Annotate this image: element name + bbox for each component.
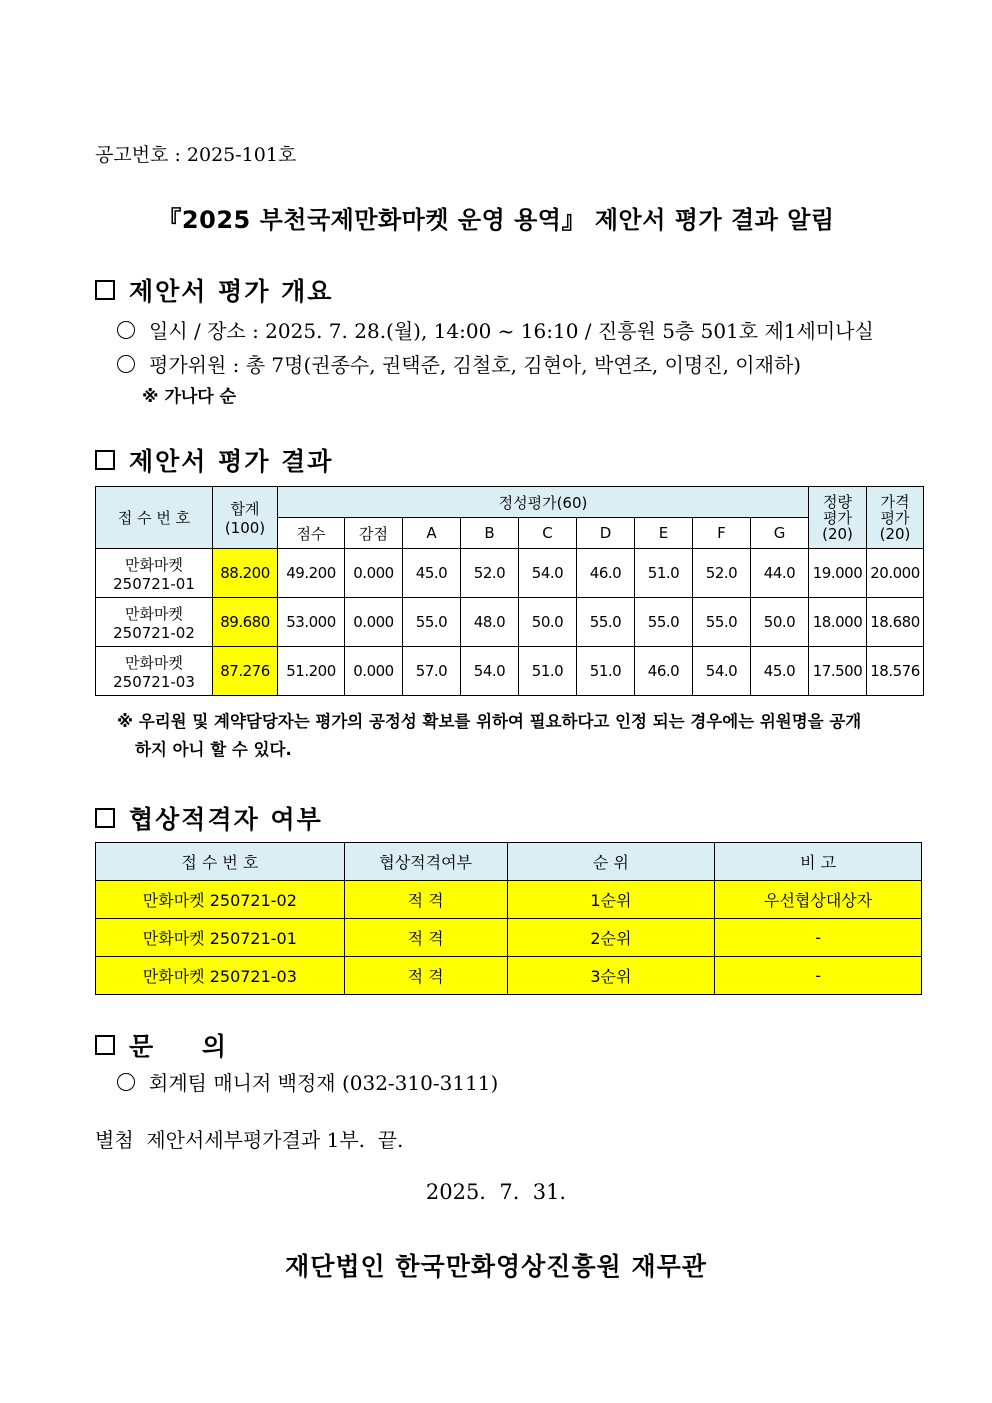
remark-cell: -: [715, 957, 922, 995]
eval-b-cell: 48.0: [461, 598, 519, 647]
remark-cell: 우선협상대상자: [715, 881, 922, 919]
receipt-id: 250721-01: [113, 574, 195, 593]
circle-bullet-icon: [117, 355, 135, 373]
receipt-cell: [96, 598, 213, 647]
disclosure-note-line2: 하지 아니 할 수 있다.: [135, 740, 292, 759]
deduction-cell: 0.000: [345, 549, 403, 598]
eval-e-cell: 51.0: [635, 549, 693, 598]
col-header-remark: 비 고: [715, 843, 922, 881]
eval-c-cell: 51.0: [519, 647, 577, 696]
receipt-cell: 만화마켓 250721-01: [96, 919, 345, 957]
document-date: 2025. 7. 31.: [425, 1180, 567, 1204]
col-header-a: A: [403, 518, 461, 549]
eval-f-cell: 52.0: [693, 549, 751, 598]
date-place-item: [117, 315, 874, 344]
evaluators-text: 평가위원 : 총 7명(권종수, 권택준, 김철호, 김현아, 박연조, 이명진, 이재하): [149, 353, 802, 377]
eval-e-cell: 46.0: [635, 647, 693, 696]
price-cell: 18.576: [867, 647, 924, 696]
checkbox-square-icon: [95, 280, 115, 300]
eval-d-cell: 55.0: [577, 598, 635, 647]
eval-b-cell: 54.0: [461, 647, 519, 696]
order-note: ※ 가나다 순: [142, 387, 237, 407]
contact-text: 회계팀 매니저 백정재 (032-310-3111): [149, 1071, 499, 1095]
col-header-quantitative: [809, 487, 867, 549]
quant-cell: 19.000: [809, 549, 867, 598]
section-negotiation-title: 협상적격자 여부: [129, 805, 323, 834]
eval-g-cell: 50.0: [751, 598, 809, 647]
evaluators-item: [117, 349, 801, 378]
receipt-cell: 만화마켓 250721-03: [96, 957, 345, 995]
quant-cell: 17.500: [809, 647, 867, 696]
total-cell: 88.200: [213, 549, 278, 598]
col-header-quantitative-label: 정량: [823, 492, 852, 511]
receipt-id: 250721-03: [113, 672, 195, 691]
col-header-f: F: [693, 518, 751, 549]
remark-cell: -: [715, 919, 922, 957]
eval-a-cell: 45.0: [403, 549, 461, 598]
eval-d-cell: 51.0: [577, 647, 635, 696]
negotiation-table: [95, 842, 922, 995]
attachment-note: 별첨 제안서세부평가결과 1부. 끝.: [95, 1128, 404, 1152]
receipt-cell: [96, 549, 213, 598]
notice-number: 공고번호 : 2025-101호: [95, 144, 297, 166]
col-header-quantitative-sub2: (20): [822, 524, 853, 543]
col-header-total-sub: (100): [224, 519, 266, 537]
section-inquiry-heading: [95, 1027, 246, 1063]
col-header-quantitative-sub1: 평가: [823, 508, 852, 527]
col-header-b: B: [461, 518, 519, 549]
table-row: [96, 957, 922, 995]
receipt-id: 250721-02: [113, 623, 195, 642]
section-inquiry-title: 문 의: [129, 1032, 247, 1061]
eval-b-cell: 52.0: [461, 549, 519, 598]
evaluation-result-table: [95, 486, 924, 696]
col-header-score: 점수: [278, 518, 345, 549]
total-cell: 89.680: [213, 598, 278, 647]
eval-a-cell: 55.0: [403, 598, 461, 647]
checkbox-square-icon: [95, 1035, 115, 1055]
eval-g-cell: 44.0: [751, 549, 809, 598]
table-row: [96, 549, 924, 598]
deduction-cell: 0.000: [345, 598, 403, 647]
disclosure-note-line1: ※ 우리원 및 계약담당자는 평가의 공정성 확보를 위하여 필요하다고 인정 되는 경우에는 위원명을 공개: [117, 712, 862, 731]
rank-cell: 2순위: [507, 919, 715, 957]
col-header-d: D: [577, 518, 635, 549]
rank-cell: 1순위: [507, 881, 715, 919]
receipt-cell: 만화마켓 250721-02: [96, 881, 345, 919]
contact-item: [117, 1067, 498, 1096]
table-row: [96, 881, 922, 919]
eligibility-cell: 적 격: [344, 881, 507, 919]
section-result-title: 제안서 평가 결과: [129, 447, 334, 476]
eligibility-cell: 적 격: [344, 919, 507, 957]
table-row: [96, 598, 924, 647]
col-header-g: G: [751, 518, 809, 549]
col-header-receipt: 접 수 번 호: [96, 487, 213, 549]
circle-bullet-icon: [117, 1073, 135, 1091]
eval-a-cell: 57.0: [403, 647, 461, 696]
eval-f-cell: 55.0: [693, 598, 751, 647]
quant-cell: 18.000: [809, 598, 867, 647]
checkbox-square-icon: [95, 808, 115, 828]
score-cell: 53.000: [278, 598, 345, 647]
date-place-text: 일시 / 장소 : 2025. 7. 28.(월), 14:00 ~ 16:10 / 진흥원 5층 501호 제1세미나실: [149, 319, 874, 343]
col-header-c: C: [519, 518, 577, 549]
eval-d-cell: 46.0: [577, 549, 635, 598]
score-cell: 51.200: [278, 647, 345, 696]
col-header-total-label: 합계: [230, 500, 260, 518]
col-header-qualitative: 정성평가(60): [278, 487, 809, 518]
eval-c-cell: 54.0: [519, 549, 577, 598]
col-header-price: [867, 487, 924, 549]
col-header-price-sub1: 평가: [880, 508, 910, 527]
col-header-deduction: 감점: [345, 518, 403, 549]
section-overview-heading: [95, 272, 333, 308]
eval-f-cell: 54.0: [693, 647, 751, 696]
score-cell: 49.200: [278, 549, 345, 598]
price-cell: 20.000: [867, 549, 924, 598]
table-row: [96, 647, 924, 696]
total-cell: 87.276: [213, 647, 278, 696]
col-header-eligibility: 협상적격여부: [344, 843, 507, 881]
table-row: [96, 919, 922, 957]
section-overview-title: 제안서 평가 개요: [129, 277, 334, 306]
col-header-receipt: 접 수 번 호: [96, 843, 345, 881]
col-header-price-sub2: (20): [879, 524, 911, 543]
col-header-price-label: 가격: [880, 492, 910, 511]
circle-bullet-icon: [117, 321, 135, 339]
deduction-cell: 0.000: [345, 647, 403, 696]
checkbox-square-icon: [95, 450, 115, 470]
eligibility-cell: 적 격: [344, 957, 507, 995]
eval-g-cell: 45.0: [751, 647, 809, 696]
rank-cell: 3순위: [507, 957, 715, 995]
section-result-heading: [95, 442, 333, 478]
receipt-name: 만화마켓: [125, 604, 183, 623]
col-header-total: [213, 487, 278, 549]
receipt-name: 만화마켓: [125, 555, 183, 574]
col-header-e: E: [635, 518, 693, 549]
col-header-rank: 순 위: [507, 843, 715, 881]
receipt-name: 만화마켓: [125, 653, 183, 672]
receipt-cell: [96, 647, 213, 696]
organization-name: 재단법인 한국만화영상진흥원 재무관: [285, 1252, 707, 1281]
page-title: 『2025 부천국제만화마켓 운영 용역』 제안서 평가 결과 알림: [157, 206, 835, 234]
section-negotiation-heading: [95, 800, 323, 836]
price-cell: 18.680: [867, 598, 924, 647]
eval-e-cell: 55.0: [635, 598, 693, 647]
eval-c-cell: 50.0: [519, 598, 577, 647]
